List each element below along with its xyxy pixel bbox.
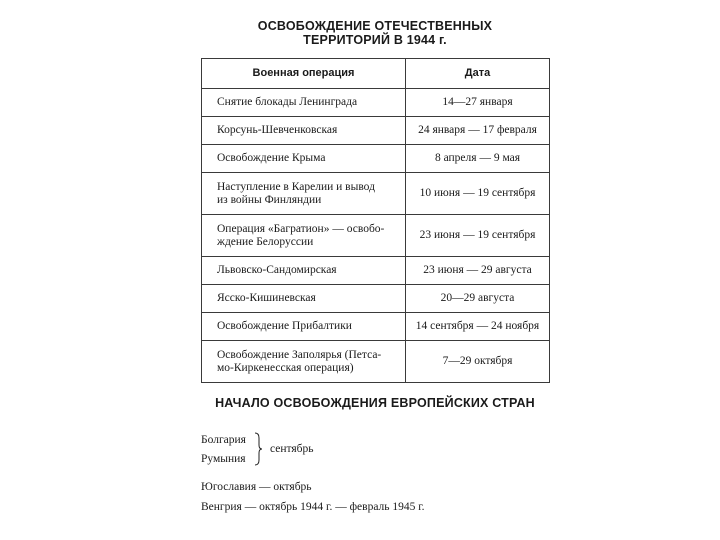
operation-cell: Освобождение Крыма [202,145,406,173]
liberation-table [201,58,550,383]
operation-cell: Освобождение Прибалтики [202,313,406,341]
country-yugoslavia: Югославия — октябрь [201,481,312,493]
date-cell: 14—27 января [406,89,550,117]
table-row [202,215,550,257]
operation-line: из войны Финляндии [217,193,322,206]
date-cell: 24 января — 17 февраля [406,117,550,145]
date-cell: 23 июня — 19 сентября [406,215,550,257]
table-row [202,257,550,285]
date-cell: 7—29 октября [406,341,550,383]
brace-label: сентябрь [270,443,314,455]
right-brace-icon [253,432,263,466]
operation-cell: Ясско-Кишиневская [202,285,406,313]
operation-line: Наступление в Карелии и вывод [217,180,375,193]
operation-cell [202,173,406,215]
table-row [202,341,550,383]
table-row [202,173,550,215]
table-header-row [202,59,550,89]
operation-cell: Корсунь-Шевченковская [202,117,406,145]
country-hungary: Венгрия — октябрь 1944 г. — февраль 1945 г. [201,501,425,513]
table-row [202,285,550,313]
country-romania: Румыния [201,453,246,465]
table-row [202,89,550,117]
date-cell: 23 июня — 29 августа [406,257,550,285]
header-date: Дата [406,59,550,89]
table-row [202,145,550,173]
operation-line: Освобождение Заполярья (Петса- [217,348,382,361]
header-operation: Военная операция [202,59,406,89]
operation-cell: Львовско-Сандомирская [202,257,406,285]
operation-cell [202,215,406,257]
country-bulgaria: Болгария [201,434,246,446]
table-title-line2: ТЕРРИТОРИЙ В 1944 г. [303,33,447,47]
date-cell: 20—29 августа [406,285,550,313]
table-title [200,19,550,47]
operation-cell: Снятие блокады Ленинграда [202,89,406,117]
table-row [202,313,550,341]
operation-line: ждение Белоруссии [217,235,314,248]
operation-line: мо-Киркенесская операция) [217,361,354,374]
table-title-line1: ОСВОБОЖДЕНИЕ ОТЕЧЕСТВЕННЫХ [257,19,493,33]
operation-cell [202,341,406,383]
date-cell: 8 апреля — 9 мая [406,145,550,173]
date-cell: 10 июня — 19 сентября [406,173,550,215]
operation-line: Операция «Багратион» — освобо- [217,222,385,235]
date-cell: 14 сентября — 24 ноября [406,313,550,341]
europe-title: НАЧАЛО ОСВОБОЖДЕНИЯ ЕВРОПЕЙСКИХ СТРАН [215,396,535,410]
table-row [202,117,550,145]
